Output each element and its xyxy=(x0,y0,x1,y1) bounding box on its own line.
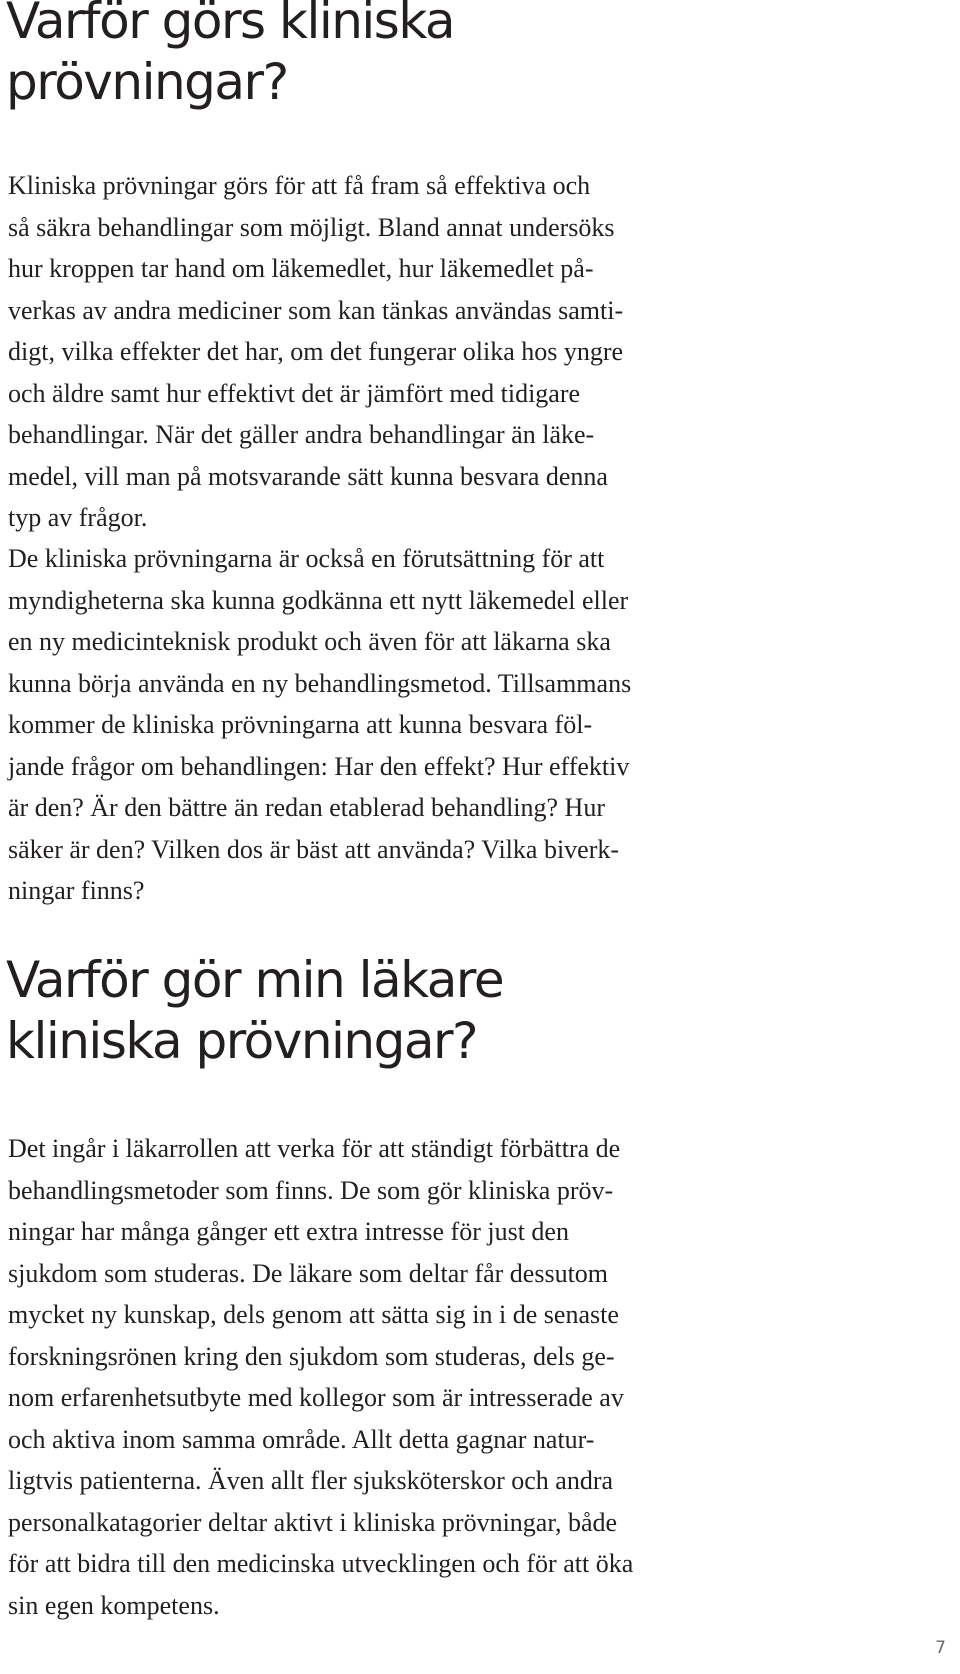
text-line: Kliniska prövningar görs för att få fram så effektiva och xyxy=(8,171,591,200)
text-line: behandlingar. När det gäller andra behandlingar än läke- xyxy=(8,420,595,449)
text-line: för att bidra till den medicinska utvecklingen och för att öka xyxy=(8,1549,634,1578)
text-line: digt, vilka effekter det har, om det fungerar olika hos yngre xyxy=(8,337,624,366)
text-line: är den? Är den bättre än redan etablerad behandling? Hur xyxy=(8,793,605,822)
section-2-heading xyxy=(6,950,503,1072)
section-1-paragraph-1 xyxy=(8,165,623,539)
heading-line: Varför görs kliniska xyxy=(6,0,455,50)
text-line: ningar har många gånger ett extra intresse för just den xyxy=(8,1217,569,1246)
text-line: Det ingår i läkarrollen att verka för att ständigt förbättra de xyxy=(8,1134,621,1163)
text-line: så säkra behandlingar som möjligt. Bland annat undersöks xyxy=(8,212,615,242)
text-line: personalkatagorier deltar aktivt i kliniska prövningar, både xyxy=(8,1507,618,1537)
section-1-paragraph-2 xyxy=(8,538,631,912)
text-line: nom erfarenhetsutbyte med kollegor som är intresserade av xyxy=(8,1383,624,1412)
page-number: 7 xyxy=(935,1638,946,1658)
text-line: mycket ny kunskap, dels genom att sätta sig in i de senaste xyxy=(8,1300,619,1329)
text-line: forskningsrönen kring den sjukdom som studeras, dels ge- xyxy=(8,1341,615,1371)
text-line: hur kroppen tar hand om läkemedlet, hur läkemedlet på- xyxy=(8,254,594,283)
text-line: ningar finns? xyxy=(8,876,145,905)
text-line: sin egen kompetens. xyxy=(8,1590,220,1620)
text-line: kommer de kliniska prövningarna att kunna besvara föl- xyxy=(8,710,593,739)
text-line: jande frågor om behandlingen: Har den effekt? Hur effektiv xyxy=(8,751,630,781)
heading-line: Varför gör min läkare xyxy=(6,951,504,1009)
section-1-heading xyxy=(6,0,454,113)
text-line: myndigheterna ska kunna godkänna ett nytt läkemedel eller xyxy=(8,585,629,615)
section-2-paragraph-1 xyxy=(8,1128,633,1626)
heading-line: prövningar? xyxy=(6,53,288,111)
text-line: De kliniska prövningarna är också en förutsättning för att xyxy=(8,544,605,573)
text-line: och aktiva inom samma område. Allt detta gagnar natur- xyxy=(8,1424,595,1454)
text-line: kunna börja använda en ny behandlingsmetod. Tillsammans xyxy=(8,668,632,698)
text-line: verkas av andra mediciner som kan tänkas användas samti- xyxy=(8,295,624,325)
text-line: en ny medicinteknisk produkt och även för att läkarna ska xyxy=(8,627,611,656)
text-line: typ av frågor. xyxy=(8,503,148,532)
text-line: sjukdom som studeras. De läkare som deltar får dessutom xyxy=(8,1258,609,1288)
text-line: behandlingsmetoder som finns. De som gör kliniska pröv- xyxy=(8,1175,614,1205)
text-line: och äldre samt hur effektivt det är jämfört med tidigare xyxy=(8,378,581,408)
text-line: ligtvis patienterna. Även allt fler sjuksköterskor och andra xyxy=(8,1466,614,1495)
text-line: säker är den? Vilken dos är bäst att använda? Vilka biverk- xyxy=(8,834,620,864)
heading-line: kliniska prövningar? xyxy=(6,1012,478,1070)
text-line: medel, vill man på motsvarande sätt kunna besvara denna xyxy=(8,461,608,491)
